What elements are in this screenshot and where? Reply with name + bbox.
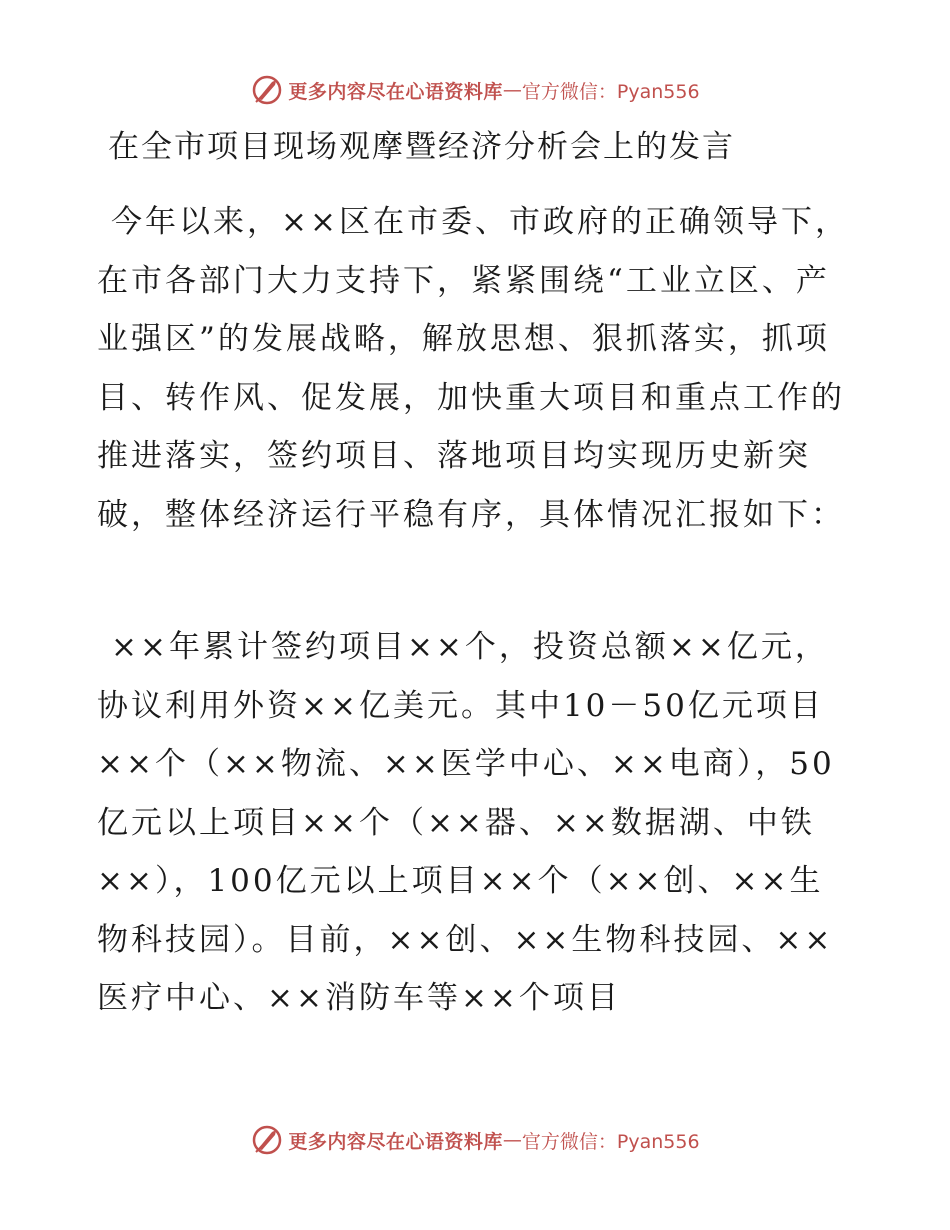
paragraph-projects-text: ××年累计签约项目××个，投资总额××亿元，协议利用外资××亿美元。其中10－50亿元项目××个（××物流、××医学中心、××电商），50亿元以上项目××个（××器、××数据湖、中铁××），100亿元以上项目××个（××创、××生物科技园）。目前，××创、××生物科技园、××医疗中心、××消防车等××个项目 — [97, 629, 835, 1016]
quill-circle-icon — [250, 1123, 284, 1157]
header-banner — [0, 70, 950, 110]
banner-separator: — — [502, 79, 522, 101]
banner-wechat: 官方微信：Pyan556 — [521, 1130, 700, 1153]
footer-banner — [0, 1120, 950, 1160]
banner-wechat: 官方微信：Pyan556 — [521, 80, 700, 103]
banner-separator: — — [502, 1129, 522, 1151]
paragraph-projects — [97, 618, 857, 1028]
paragraph-intro-text: 今年以来，××区在市委、市政府的正确领导下，在市各部门大力支持下，紧紧围绕“工业立区、产业强区”的发展战略，解放思想、狠抓落实，抓项目、转作风、促发展，加快重大项目和重点工作的推进落实，签约项目、落地项目均实现历史新突破，整体经济运行平稳有序，具体情况汇报如下： — [97, 204, 849, 533]
paragraph-intro — [97, 193, 857, 544]
banner-text: 更多内容尽在心语资料库 — [288, 80, 503, 103]
banner-text: 更多内容尽在心语资料库 — [288, 1130, 503, 1153]
quill-circle-icon — [250, 73, 284, 107]
document-title: 在全市项目现场观摩暨经济分析会上的发言 — [108, 129, 735, 165]
